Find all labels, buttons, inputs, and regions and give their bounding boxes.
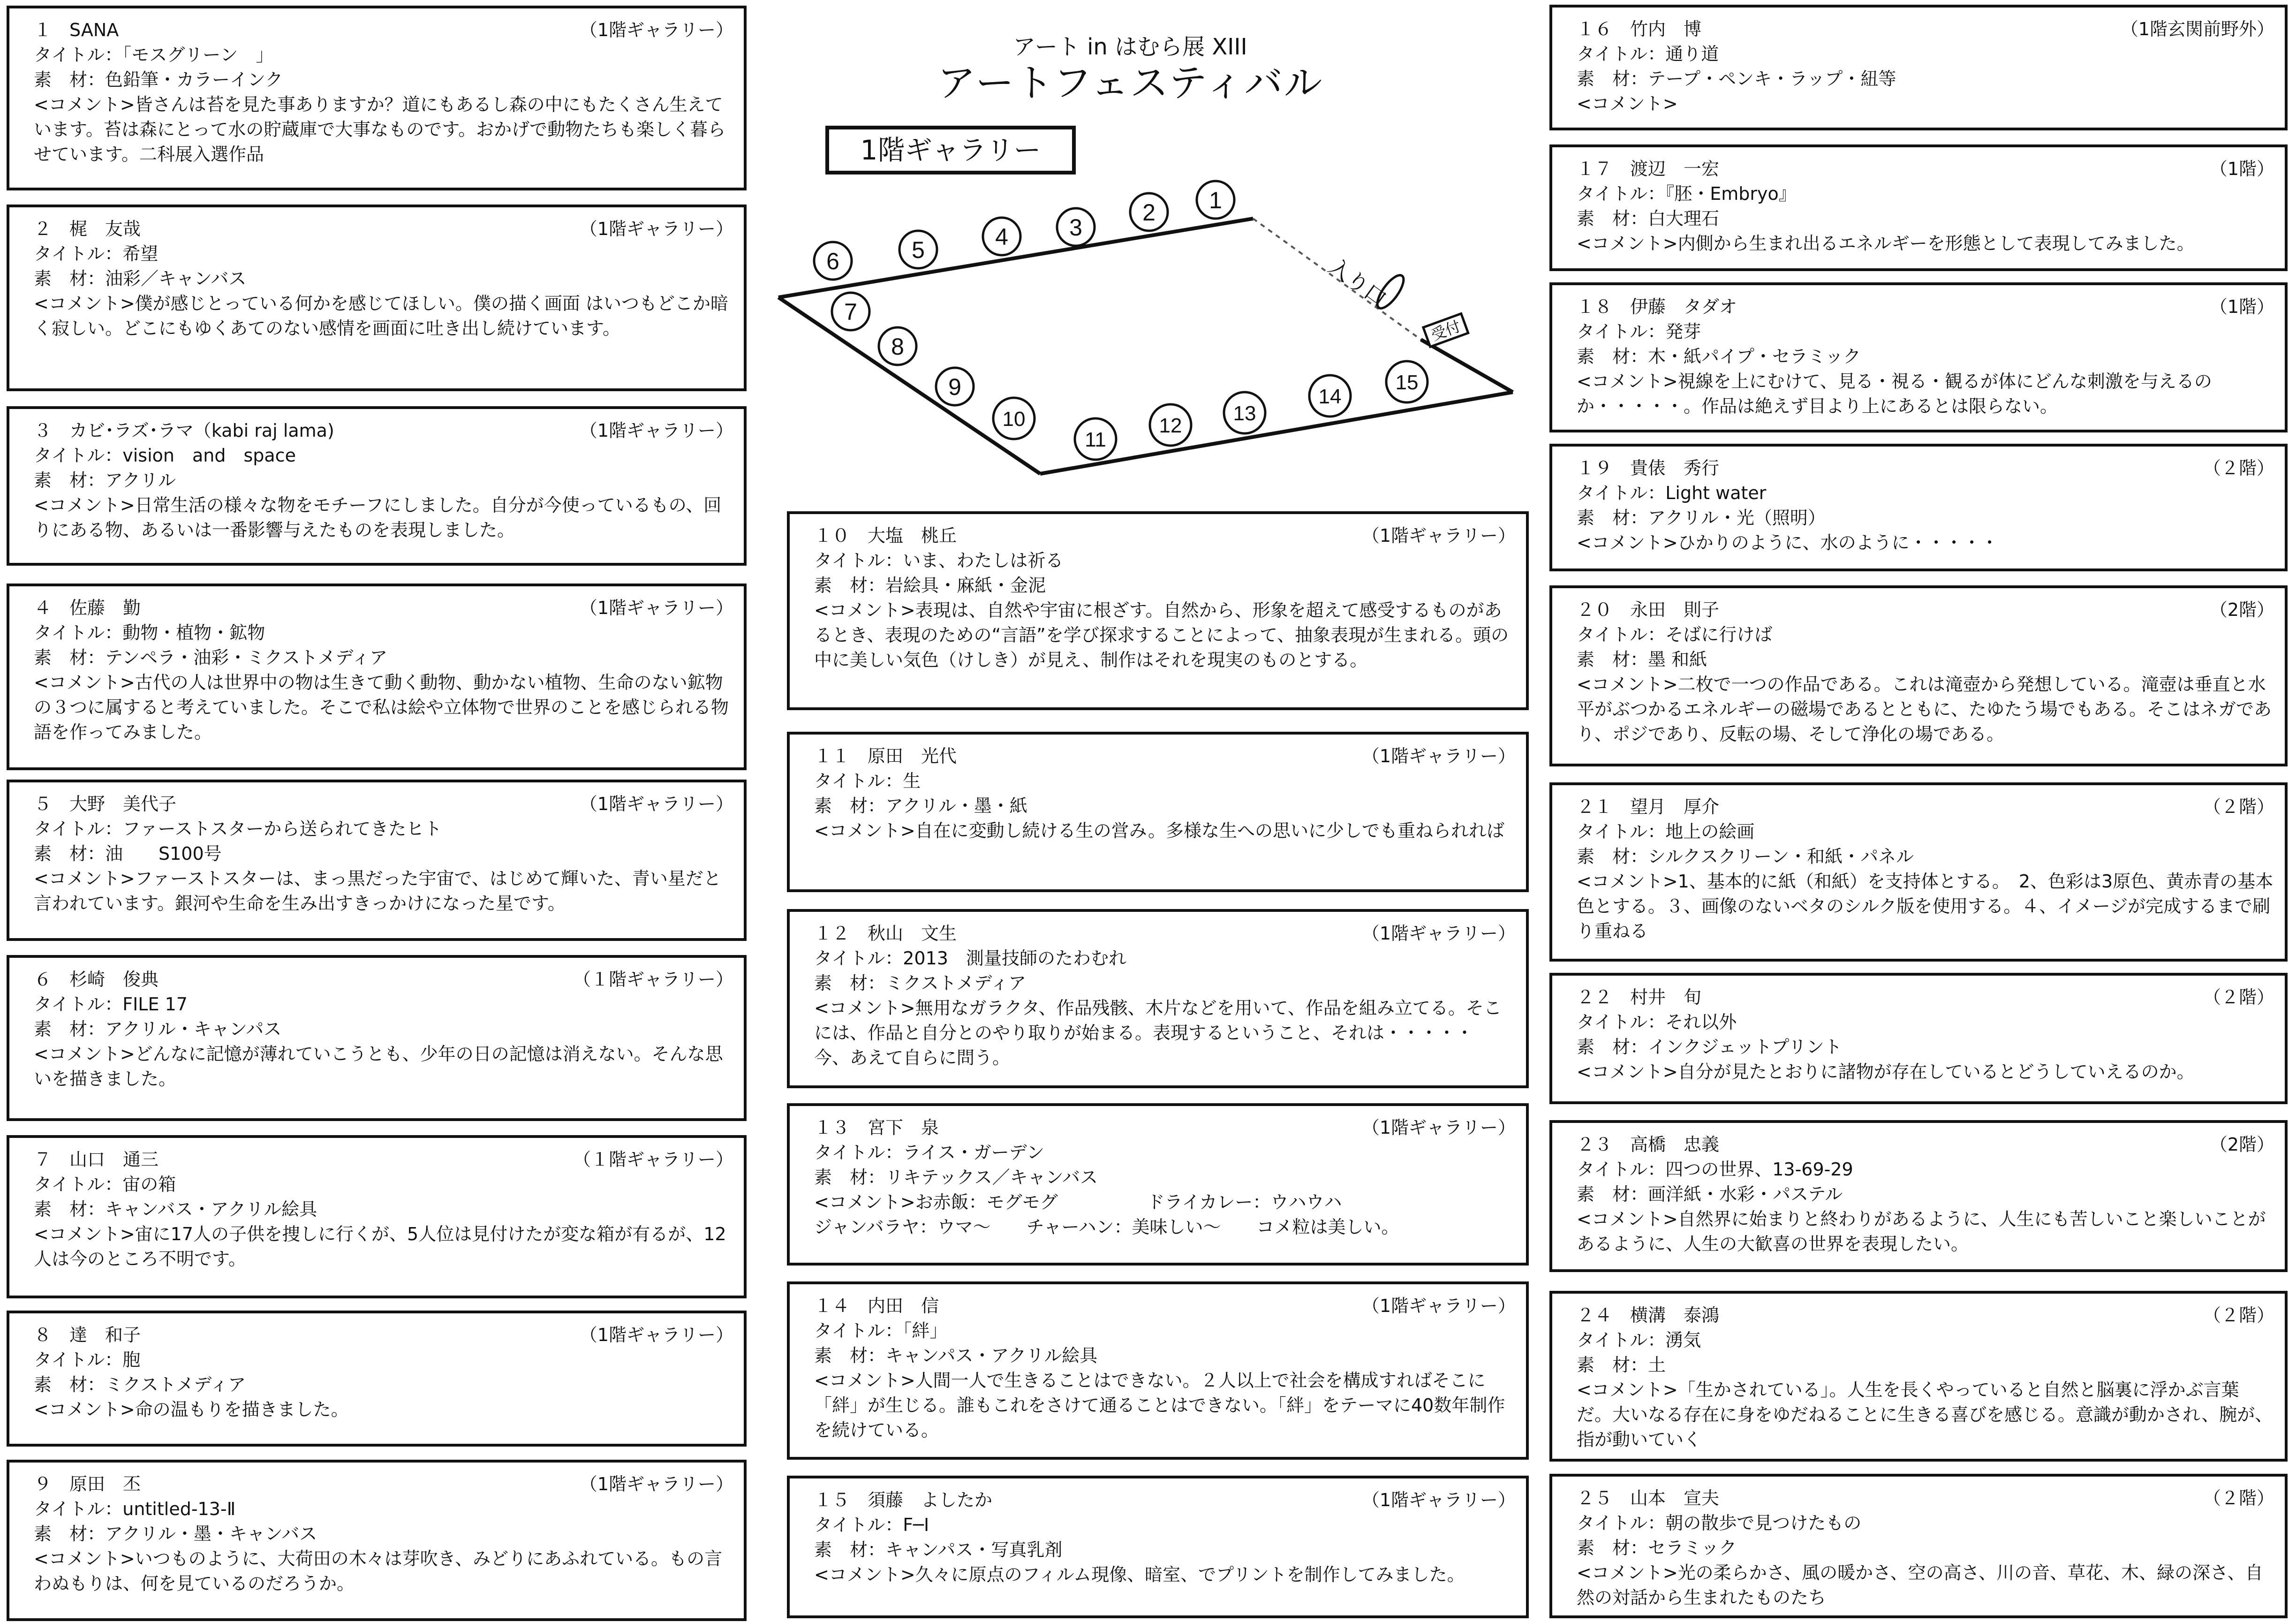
map-spot-8-label: 8 bbox=[891, 333, 904, 360]
entry-location: （１階ギャラリー） bbox=[573, 969, 733, 990]
entry-13 bbox=[787, 1103, 1529, 1266]
entry-comment: <コメント>自然界に始まりと終わりがあるように、人生にも苦しいこと楽しいことがあるように、人生の大歓喜の世界を表現したい。 bbox=[1577, 1209, 2266, 1254]
entry-comment: <コメント>いつものように、大荷田の木々は芽吹き、みどりにあふれている。もの言わぬもりは、何を見ているのだろうか。 bbox=[34, 1548, 723, 1594]
entry-heading: １０ 大塩 桃丘 bbox=[814, 525, 957, 546]
entry-heading: １６ 竹内 博 bbox=[1577, 19, 1702, 39]
entry-heading: １４ 内田 信 bbox=[814, 1296, 939, 1316]
entry-4 bbox=[7, 584, 747, 770]
entry-material: 素 材：色鉛筆・カラーインク bbox=[34, 69, 283, 90]
entry-24 bbox=[1549, 1291, 2288, 1462]
map-reception bbox=[1423, 314, 1468, 347]
entry-title: タイトル：胞 bbox=[34, 1349, 141, 1370]
entry-location: （２階） bbox=[2203, 1488, 2274, 1508]
entry-heading: １２ 秋山 文生 bbox=[814, 923, 957, 944]
entry-comment: <コメント>命の温もりを描きました。 bbox=[34, 1399, 349, 1420]
entry-title: タイトル：朝の散歩で見つけたもの bbox=[1577, 1513, 1862, 1533]
entry-material: 素 材：白大理石 bbox=[1577, 208, 1720, 229]
entry-title: タイトル：「絆」 bbox=[814, 1320, 948, 1341]
entry-title: タイトル：生 bbox=[814, 771, 921, 791]
map-spot-3-label: 3 bbox=[1069, 214, 1082, 241]
entry-location: （1階ギャラリー） bbox=[579, 420, 733, 441]
exhibition-title: アートフェスティバル bbox=[937, 61, 1323, 106]
entry-14 bbox=[787, 1281, 1529, 1460]
entry-comment: <コメント>どんなに記憶が薄れていこうとも、少年の日の記憶は消えない。そんな思いを描きました。 bbox=[34, 1044, 723, 1089]
entry-comment: <コメント>ひかりのように、水のように・・・・・ bbox=[1577, 532, 1999, 553]
entry-19 bbox=[1549, 444, 2288, 571]
map-spot-3 bbox=[1057, 208, 1095, 246]
entry-location: （１階ギャラリー） bbox=[573, 1149, 733, 1170]
entry-location: （1階ギャラリー） bbox=[579, 1474, 733, 1494]
entry-material: 素 材：ミクストメディア bbox=[34, 1374, 246, 1395]
entry-comment: <コメント>二枚で一つの作品である。これは滝壺から発想している。滝壺は垂直と水平がぶつかるエネルギーの磁場であるとともに、たゆたう場でもある。そこはネガであり、ポジであり、反転の場、そして浄化の場である。 bbox=[1577, 674, 2272, 744]
entry-title: タイトル：F─I bbox=[814, 1515, 929, 1535]
entry-1 bbox=[7, 6, 747, 190]
entry-location: （1階ギャラリー） bbox=[1361, 525, 1516, 546]
entry-15 bbox=[787, 1476, 1529, 1618]
entry-material: 素 材：テンペラ・油彩・ミクストメディア bbox=[34, 647, 388, 668]
entry-location: （1階ギャラリー） bbox=[579, 20, 733, 40]
entry-material: 素 材：キャンパス・写真乳剤 bbox=[814, 1539, 1063, 1560]
entry-comment: <コメント>僕が感じとっている何かを感じてほしい。僕の描く画面 はいつもどこか暗く寂しい。どこにもゆくあてのない感情を画面に吐き出し続けています。 bbox=[34, 293, 729, 339]
entry-material: 素 材：油 S100号 bbox=[34, 843, 222, 864]
map-spot-15 bbox=[1386, 361, 1427, 402]
map-spot-2-label: 2 bbox=[1142, 199, 1156, 226]
entry-location: （２階） bbox=[2203, 458, 2274, 478]
entry-16 bbox=[1549, 5, 2288, 130]
entry-title: タイトル：vision and space bbox=[34, 445, 296, 466]
entry-8 bbox=[7, 1311, 747, 1447]
entry-title: タイトル：動物・植物・鉱物 bbox=[34, 622, 265, 643]
entry-2 bbox=[7, 205, 747, 391]
entry-comment: <コメント> bbox=[1577, 93, 1678, 114]
entry-location: （２階） bbox=[2203, 1305, 2274, 1326]
entry-material: 素 材：キャンバス・アクリル絵具 bbox=[34, 1199, 317, 1220]
entry-heading: ２１ 望月 厚介 bbox=[1577, 796, 1720, 817]
entry-heading: ９ 原田 丕 bbox=[34, 1474, 141, 1494]
entry-material: 素 材：油彩／キャンバス bbox=[34, 268, 247, 289]
map-spot-8 bbox=[879, 327, 916, 365]
entry-comment: <コメント>光の柔らかさ、風の暖かさ、空の高さ、川の音、草花、木、緑の深さ、自然の対話から生まれたものたち bbox=[1577, 1562, 2263, 1608]
map-spot-4 bbox=[983, 218, 1020, 255]
map-spot-1 bbox=[1197, 181, 1234, 219]
entry-12 bbox=[787, 909, 1529, 1088]
entry-22 bbox=[1549, 973, 2288, 1104]
entry-heading: ７ 山口 通三 bbox=[34, 1149, 159, 1170]
entry-location: （1階） bbox=[2209, 296, 2274, 317]
entry-material: 素 材：墨 和紙 bbox=[1577, 649, 1707, 670]
map-spot-9-label: 9 bbox=[948, 374, 961, 400]
entry-comment: <コメント>自在に変動し続ける生の営み。多様な生への思いに少しでも重ねられれば bbox=[814, 820, 1504, 841]
entry-title: タイトル：ライス・ガーデン bbox=[814, 1142, 1044, 1163]
entry-title: タイトル：『胚・Embryo』 bbox=[1577, 183, 1797, 204]
map-spot-6-label: 6 bbox=[826, 248, 839, 274]
entry-title: タイトル：宙の箱 bbox=[34, 1174, 176, 1195]
map-spot-10-label: 10 bbox=[1002, 408, 1026, 431]
entry-heading: ３ カビ･ラズ･ラマ（kabi raj lama) bbox=[34, 420, 334, 441]
entry-heading: ６ 杉崎 俊典 bbox=[34, 969, 159, 990]
map-spot-14 bbox=[1309, 375, 1351, 417]
entry-material: 素 材：シルクスクリーン・和紙・パネル bbox=[1577, 846, 1914, 867]
map-spot-12-label: 12 bbox=[1159, 414, 1182, 437]
entry-title: タイトル：いま、わたしは祈る bbox=[814, 550, 1064, 571]
entry-title: タイトル：希望 bbox=[34, 243, 159, 264]
entry-title: タイトル：「モスグリーン 」 bbox=[34, 45, 274, 65]
map-wall-right bbox=[1421, 340, 1513, 392]
entry-material: 素 材：土 bbox=[1577, 1355, 1666, 1375]
entry-comment: <コメント>内側から生まれ出るエネルギーを形態として表現してみました。 bbox=[1577, 233, 2195, 254]
entry-comment-continued: ジャンバラヤ：ウマ～ チャーハン：美味しい～ コメ粒は美しい。 bbox=[814, 1217, 1399, 1237]
entry-material: 素 材：アクリル・光（照明） bbox=[1577, 508, 1826, 528]
entry-location: （1階ギャラリー） bbox=[579, 598, 733, 618]
entry-title: タイトル：湧気 bbox=[1577, 1330, 1701, 1350]
entry-title: タイトル：FILE 17 bbox=[34, 994, 188, 1015]
entry-heading: ５ 大野 美代子 bbox=[34, 794, 177, 814]
map-spot-4-label: 4 bbox=[995, 224, 1008, 250]
entry-material: 素 材：セラミック bbox=[1577, 1538, 1737, 1558]
entry-material: 素 材：木・紙パイプ・セラミック bbox=[1577, 346, 1861, 367]
entry-heading: １１ 原田 光代 bbox=[814, 746, 957, 766]
entry-location: （1階玄関前野外） bbox=[2120, 19, 2274, 39]
entry-title: タイトル：それ以外 bbox=[1577, 1012, 1737, 1032]
entry-comment: <コメント>人間一人で生きることはできない。２人以上で社会を構成すればそこに「絆」が生じる。誰もこれをさけて通ることはできない。「絆」をテーマに40数年制作を続けている。 bbox=[814, 1370, 1505, 1440]
entry-location: （2階） bbox=[2209, 1134, 2274, 1155]
map-wall-left bbox=[778, 297, 1040, 474]
entry-title: タイトル：地上の絵画 bbox=[1577, 821, 1755, 842]
entry-comment: <コメント>日常生活の様々な物をモチーフにしました。自分が今使っているもの、回りにある物、あるいは一番影響与えたものを表現しました。 bbox=[34, 495, 722, 540]
entry-material: 素 材：キャンパス・アクリル絵具 bbox=[814, 1345, 1098, 1366]
map-spot-12 bbox=[1150, 404, 1191, 446]
entry-comment: <コメント>ファーストスターは、まっ黒だった宇宙で、はじめて輝いた、青い星だと言われています。銀河や生命を生み出すきっかけになった星です。 bbox=[34, 868, 721, 914]
entry-3 bbox=[7, 406, 747, 566]
entry-material: 素 材：アクリル bbox=[34, 470, 176, 491]
entry-material: 素 材：アクリル・墨・キャンバス bbox=[34, 1523, 317, 1544]
entry-location: （1階ギャラリー） bbox=[1361, 1296, 1516, 1316]
entry-comment: <コメント>皆さんは苔を見た事ありますか？道にもあるし森の中にもたくさん生えています。苔は森にとって水の貯蔵庫で大事なものです。おかげで動物たちも楽しく暮らせています。二科展入選作品 bbox=[34, 94, 726, 165]
entry-title: タイトル：ファーストスターから送られてきたヒト bbox=[34, 819, 442, 839]
entry-21 bbox=[1549, 782, 2288, 962]
entry-heading: ２４ 横溝 泰鴻 bbox=[1577, 1305, 1720, 1326]
entry-title: タイトル：通り道 bbox=[1577, 44, 1719, 64]
entry-comment: <コメント>久々に原点のフィルム現像、暗室、でプリントを制作してみました。 bbox=[814, 1564, 1465, 1585]
entry-comment: <コメント>自分が見たとおりに諸物が存在しているとどうしていえるのか。 bbox=[1577, 1061, 2195, 1082]
entry-heading: １７ 渡辺 一宏 bbox=[1577, 159, 1720, 179]
entry-location: （２階） bbox=[2203, 796, 2274, 817]
entry-location: （２階） bbox=[2203, 987, 2274, 1008]
entry-25 bbox=[1549, 1474, 2288, 1618]
entry-7 bbox=[7, 1135, 747, 1298]
entry-heading: １３ 宮下 泉 bbox=[814, 1117, 939, 1138]
entry-heading: ２０ 永田 則子 bbox=[1577, 599, 1720, 620]
entry-comment: <コメント>無用なガラクタ、作品残骸、木片などを用いて、作品を組み立てる。そこには、作品と自分とのやり取りが始まる。表現するということ、それは・・・・・ 今、あえて自らに問う。 bbox=[814, 998, 1502, 1068]
entry-material: 素 材：テープ・ペンキ・ラップ・紐等 bbox=[1577, 68, 1896, 89]
entry-20 bbox=[1549, 585, 2288, 766]
entry-heading: ２５ 山本 宣夫 bbox=[1577, 1488, 1720, 1508]
entry-location: （1階ギャラリー） bbox=[1361, 923, 1516, 944]
entry-material: 素 材：ミクストメディア bbox=[814, 973, 1027, 993]
entry-location: （2階） bbox=[2209, 599, 2274, 620]
map-spot-5-label: 5 bbox=[912, 237, 925, 263]
entry-heading: １５ 須藤 よしたか bbox=[814, 1490, 993, 1510]
entry-10 bbox=[787, 511, 1529, 710]
entry-11 bbox=[787, 732, 1529, 892]
entry-heading: ２３ 高橋 忠義 bbox=[1577, 1134, 1720, 1155]
entry-23 bbox=[1549, 1120, 2288, 1272]
entry-comment: <コメント>視線を上にむけて、見る・視る・観るが体にどんな刺激を与えるのか・・・・・。作品は絶えず目より上にあるとは限らない。 bbox=[1577, 371, 2212, 417]
entry-heading: ４ 佐藤 勤 bbox=[34, 598, 141, 618]
entry-heading: １８ 伊藤 タダオ bbox=[1577, 296, 1737, 317]
entry-material: 素 材：アクリル・墨・紙 bbox=[814, 796, 1027, 816]
map-entrance-label: 入り口 bbox=[1324, 254, 1391, 312]
entry-material: 素 材：アクリル・キャンパス bbox=[34, 1019, 282, 1039]
entry-comment: <コメント>お赤飯：モグモグ ドライカレー：ウハウハ bbox=[814, 1192, 1342, 1213]
entry-location: （1階ギャラリー） bbox=[579, 219, 733, 239]
exhibition-subtitle: アート in はむら展 XIII bbox=[1013, 34, 1247, 60]
map-spot-7-label: 7 bbox=[844, 299, 857, 325]
map-spot-13-label: 13 bbox=[1233, 402, 1256, 425]
entry-heading: ２ 梶 友哉 bbox=[34, 219, 141, 239]
map-spot-2 bbox=[1130, 193, 1168, 231]
entry-title: タイトル：そばに行けば bbox=[1577, 624, 1773, 645]
map-spot-11 bbox=[1075, 418, 1116, 460]
entry-17 bbox=[1549, 144, 2288, 271]
entry-material: 素 材：画洋紙・水彩・パステル bbox=[1577, 1184, 1843, 1205]
entry-title: タイトル：untitled-13-Ⅱ bbox=[34, 1499, 236, 1519]
entry-location: （1階ギャラリー） bbox=[579, 1325, 733, 1345]
entry-heading: ８ 達 和子 bbox=[34, 1325, 141, 1345]
entry-comment: <コメント>古代の人は世界中の物は生きて動く動物、動かない植物、生命のない鉱物の３つに属すると考えていました。そこで私は絵や立体物で世界のことを感じられる物語を作ってみました。 bbox=[34, 672, 729, 743]
entry-material: 素 材：岩絵具・麻紙・金泥 bbox=[814, 575, 1046, 596]
entry-location: （1階） bbox=[2209, 159, 2274, 179]
map-spot-6 bbox=[814, 242, 852, 280]
entry-location: （1階ギャラリー） bbox=[1361, 1117, 1516, 1138]
map-spot-14-label: 14 bbox=[1318, 385, 1342, 408]
map-spot-10 bbox=[993, 398, 1035, 439]
entry-title: タイトル：四つの世界、13-69-29 bbox=[1577, 1159, 1853, 1180]
gallery-label: 1階ギャラリー bbox=[825, 126, 1076, 174]
entry-material: 素 材：リキテックス／キャンバス bbox=[814, 1167, 1098, 1188]
entry-heading: １ SANA bbox=[34, 20, 119, 40]
entry-comment: <コメント>1、基本的に紙（和紙）を支持体とする。 2、色彩は3原色、黄赤青の基本色とする。３、画像のないベタのシルク版を使用する。４、イメージが完成するまで刷り重ねる bbox=[1577, 871, 2273, 941]
entry-title: タイトル：2013 測量技師のたわむれ bbox=[814, 948, 1126, 969]
map-spot-11-label: 11 bbox=[1085, 428, 1106, 451]
entry-heading: ２２ 村井 旬 bbox=[1577, 987, 1702, 1008]
entry-title: タイトル：発芽 bbox=[1577, 321, 1701, 342]
entry-location: （1階ギャラリー） bbox=[1361, 1490, 1516, 1510]
entry-location: （1階ギャラリー） bbox=[1361, 746, 1516, 766]
entry-location: （1階ギャラリー） bbox=[579, 794, 733, 814]
entry-heading: １９ 貴俵 秀行 bbox=[1577, 458, 1720, 478]
map-spot-15-label: 15 bbox=[1395, 371, 1419, 394]
map-spot-5 bbox=[899, 231, 937, 268]
map-reception-label: 受付 bbox=[1428, 318, 1463, 344]
entry-comment: <コメント>宙に17人の子供を捜しに行くが、5人位は見付けたが変な箱が有るが、12人は今のところ不明です。 bbox=[34, 1224, 726, 1269]
entry-title: タイトル：Light water bbox=[1577, 483, 1767, 503]
map-spot-1-label: 1 bbox=[1209, 187, 1222, 213]
entry-9 bbox=[7, 1460, 747, 1621]
entry-6 bbox=[7, 955, 747, 1121]
map-spot-7 bbox=[832, 293, 869, 330]
entry-comment: <コメント>「生かされている」。人生を長くやっていると自然と脳裏に浮かぶ言葉だ。大いなる存在に身をゆだねることに生きる喜びを感じる。意識が動かされ、腕が、指が動いていく bbox=[1577, 1379, 2273, 1450]
map-spot-9 bbox=[936, 368, 974, 405]
map-spot-13 bbox=[1224, 392, 1265, 433]
entry-18 bbox=[1549, 282, 2288, 432]
entry-material: 素 材：インクジェットプリント bbox=[1577, 1037, 1842, 1057]
entry-comment: <コメント>表現は、自然や宇宙に根ざす。自然から、形象を超えて感受するものがあるとき、表現のための“言語”を学び探求することによって、抽象表現が生まれる。頭の中に美しい気色（けしき）が見え、制作はそれを現実のものとする。 bbox=[814, 600, 1509, 670]
entry-5 bbox=[7, 780, 747, 941]
